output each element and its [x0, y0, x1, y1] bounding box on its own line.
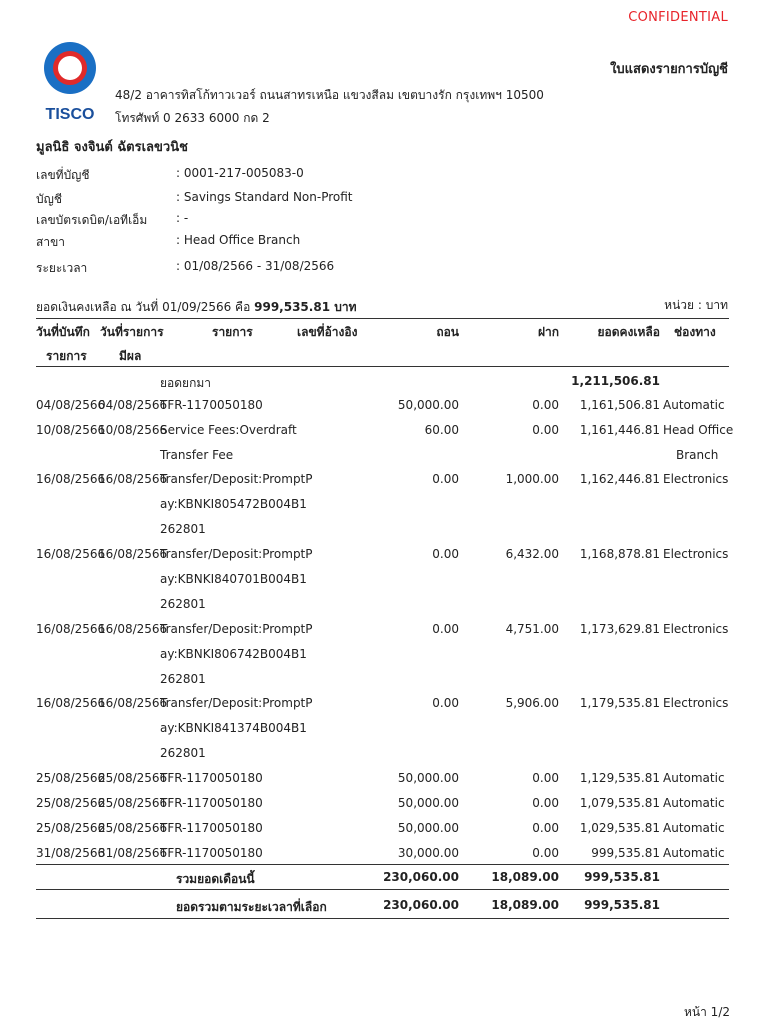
month-total-label: รวมยอดเดือนนี้ [176, 872, 255, 886]
withdraw-amount: 0.00 [432, 696, 459, 710]
month-total-bottom-rule [36, 889, 729, 890]
deposit-amount: 0.00 [532, 796, 559, 810]
channel: Automatic [663, 846, 725, 860]
period-label: ระยะเวลา [36, 261, 88, 275]
channel: Electronics [663, 696, 729, 710]
record-date: 04/08/2566 [36, 398, 106, 412]
period-total-deposit: 18,089.00 [491, 898, 559, 912]
deposit-amount: 6,432.00 [505, 547, 559, 561]
description-line: TFR-1170050180 [160, 771, 263, 785]
closing-balance-line [36, 298, 356, 317]
description-line: ay:KBNKI805472B004B1 [160, 496, 307, 511]
description-line: TFR-1170050180 [160, 821, 263, 835]
month-total-withdraw: 230,060.00 [383, 870, 459, 884]
period-value: : 01/08/2566 - 31/08/2566 [176, 259, 335, 273]
deposit-amount: 5,906.00 [505, 696, 559, 710]
col-channel: ช่องทาง [674, 325, 716, 339]
account-number-label: เลขที่บัญชี [36, 168, 90, 182]
deposit-amount: 0.00 [532, 771, 559, 785]
document-title: ใบแสดงรายการบัญชี [610, 62, 728, 77]
description-line: TFR-1170050180 [160, 796, 263, 810]
period-total-balance: 999,535.81 [584, 898, 660, 912]
card-number-value: : - [176, 211, 189, 225]
brought-forward-label: ยอดยกมา [160, 376, 211, 390]
channel: Automatic [663, 771, 725, 785]
channel: Electronics [663, 622, 729, 636]
withdraw-amount: 0.00 [432, 622, 459, 636]
channel: Automatic [663, 821, 725, 835]
withdraw-amount: 50,000.00 [397, 771, 459, 785]
col-deposit: ฝาก [537, 325, 559, 339]
branch-value: : Head Office Branch [176, 233, 301, 247]
balance-amount: 1,161,446.81 [579, 423, 660, 437]
description-line: ay:KBNKI806742B004B1 [160, 646, 307, 661]
period-total-label: ยอดรวมตามระยะเวลาที่เลือก [176, 900, 327, 914]
deposit-amount: 0.00 [532, 846, 559, 860]
withdraw-amount: 50,000.00 [397, 796, 459, 810]
col-reference: เลขที่อ้างอิง [297, 325, 358, 339]
col-record-date: วันที่บันทึก [36, 325, 90, 339]
account-owner-name: มูลนิธิ จงจินต์ ฉัตรเลขวนิช [36, 140, 188, 155]
channel: Branch [676, 447, 719, 462]
record-date: 16/08/2566 [36, 547, 106, 561]
channel: Electronics [663, 472, 729, 486]
balance-amount: 1,173,629.81 [579, 622, 660, 636]
txn-date: 16/08/2566 [98, 696, 168, 710]
description-line: 262801 [160, 521, 206, 536]
description-line: Transfer/Deposit:PromptP [160, 622, 313, 636]
col-txn-date: วันที่รายการ [100, 325, 164, 339]
channel: Electronics [663, 547, 729, 561]
txn-date: 04/08/2566 [98, 398, 168, 412]
page-number: หน้า 1/2 [684, 1005, 730, 1019]
record-date: 10/08/2566 [36, 423, 106, 437]
closing-balance-prefix: ยอดเงินคงเหลือ ณ วันที่ 01/09/2566 คือ [36, 300, 251, 314]
channel: Head Office [663, 423, 734, 437]
description-line: Transfer/Deposit:PromptP [160, 547, 313, 561]
description-line: 262801 [160, 671, 206, 686]
table-top-rule [36, 318, 729, 319]
account-number-value: : 0001-217-005083-0 [176, 166, 304, 180]
withdraw-amount: 50,000.00 [397, 821, 459, 835]
txn-date: 25/08/2566 [98, 771, 168, 785]
deposit-amount: 4,751.00 [505, 622, 559, 636]
txn-date: 16/08/2566 [98, 472, 168, 486]
col-withdraw: ถอน [436, 325, 459, 339]
channel: Automatic [663, 796, 725, 810]
description-line: Service Fees:Overdraft [160, 423, 297, 437]
currency-unit: หน่วย : บาท [664, 298, 728, 312]
balance-amount: 1,162,446.81 [579, 472, 660, 486]
brought-forward-balance: 1,211,506.81 [571, 374, 660, 388]
record-date: 25/08/2566 [36, 821, 106, 835]
description-line: TFR-1170050180 [160, 398, 263, 412]
txn-date: 10/08/2566 [98, 423, 168, 437]
description-line: 262801 [160, 745, 206, 760]
description-line: ay:KBNKI841374B004B1 [160, 720, 307, 735]
deposit-amount: 0.00 [532, 821, 559, 835]
col-txn-date-line2: มีผล [119, 349, 142, 363]
branch-label: สาขา [36, 235, 66, 249]
record-date: 25/08/2566 [36, 771, 106, 785]
account-type-label: บัญชี [36, 192, 62, 206]
account-type-value: : Savings Standard Non-Profit [176, 190, 353, 204]
txn-date: 16/08/2566 [98, 547, 168, 561]
month-total-top-rule [36, 864, 729, 865]
withdraw-amount: 30,000.00 [397, 846, 459, 860]
withdraw-amount: 0.00 [432, 472, 459, 486]
withdraw-amount: 60.00 [424, 423, 459, 437]
balance-amount: 1,168,878.81 [579, 547, 660, 561]
col-balance: ยอดคงเหลือ [597, 325, 660, 339]
description-line: Transfer Fee [160, 447, 234, 462]
balance-amount: 1,079,535.81 [579, 796, 660, 810]
month-total-deposit: 18,089.00 [491, 870, 559, 884]
channel: Automatic [663, 398, 725, 412]
description-line: TFR-1170050180 [160, 846, 263, 860]
period-total-withdraw: 230,060.00 [383, 898, 459, 912]
description-line: ay:KBNKI840701B004B1 [160, 571, 307, 586]
deposit-amount: 1,000.00 [505, 472, 559, 486]
record-date: 16/08/2566 [36, 472, 106, 486]
description-line: Transfer/Deposit:PromptP [160, 696, 313, 710]
txn-date: 25/08/2566 [98, 821, 168, 835]
description-line: Transfer/Deposit:PromptP [160, 472, 313, 486]
bank-phone: โทรศัพท์ 0 2633 6000 กด 2 [115, 111, 270, 125]
closing-balance-amount: 999,535.81 บาท [254, 300, 357, 314]
month-total-balance: 999,535.81 [584, 870, 660, 884]
tisco-logo [38, 38, 102, 124]
txn-date: 31/08/2566 [98, 846, 168, 860]
balance-amount: 1,161,506.81 [579, 398, 660, 412]
record-date: 25/08/2566 [36, 796, 106, 810]
balance-amount: 1,179,535.81 [579, 696, 660, 710]
withdraw-amount: 50,000.00 [397, 398, 459, 412]
bank-address: 48/2 อาคารทิสโก้ทาวเวอร์ ถนนสาทรเหนือ แขวงสีลม เขตบางรัก กรุงเทพฯ 10500 [115, 88, 544, 102]
balance-amount: 999,535.81 [591, 846, 660, 860]
description-line: 262801 [160, 596, 206, 611]
txn-date: 25/08/2566 [98, 796, 168, 810]
balance-amount: 1,129,535.81 [579, 771, 660, 785]
record-date: 16/08/2566 [36, 696, 106, 710]
confidential-label: CONFIDENTIAL [628, 10, 728, 25]
header-bottom-rule [36, 366, 729, 367]
logo-text: TISCO [45, 106, 95, 123]
balance-amount: 1,029,535.81 [579, 821, 660, 835]
deposit-amount: 0.00 [532, 398, 559, 412]
record-date: 31/08/2566 [36, 846, 106, 860]
col-record-date-line2: รายการ [46, 349, 87, 363]
period-total-bottom-rule [36, 918, 729, 919]
deposit-amount: 0.00 [532, 423, 559, 437]
card-number-label: เลขบัตรเดบิต/เอทีเอ็ม [36, 213, 148, 227]
col-description: รายการ [212, 325, 253, 339]
record-date: 16/08/2566 [36, 622, 106, 636]
withdraw-amount: 0.00 [432, 547, 459, 561]
txn-date: 16/08/2566 [98, 622, 168, 636]
